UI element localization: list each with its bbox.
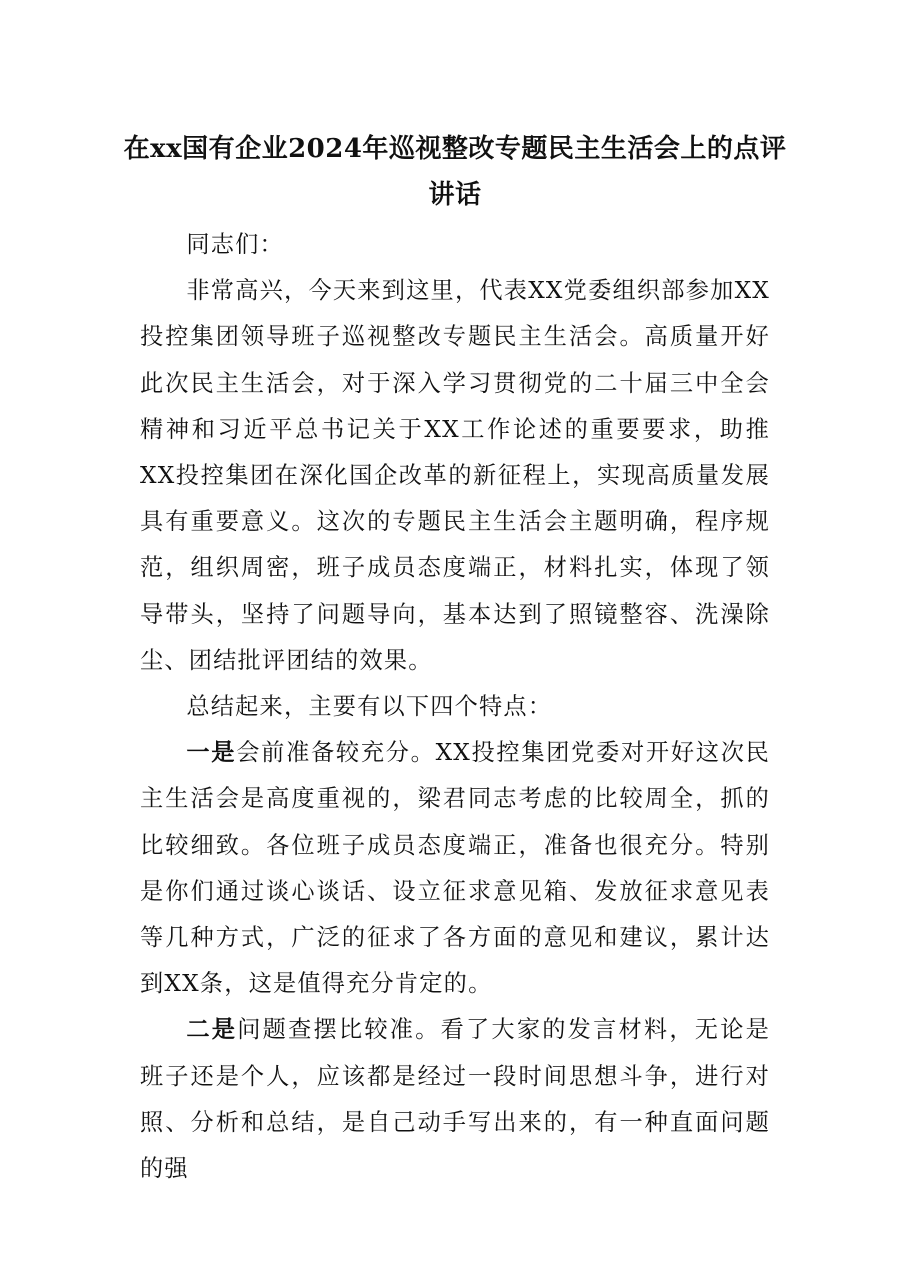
point-two [140,1007,770,1192]
point-one-lead: 一是 [186,739,237,767]
paragraph-intro: 非常高兴，今天来到这里，代表XX党委组织部参加XX投控集团领导班子巡视整改专题民主生活会。高质量开好此次民主生活会，对于深入学习贯彻党的二十届三中全会精神和习近平总书记关于XX工作论述的重要要求，助推XX投控集团在深化国企改革的新征程上，实现高质量发展具有重要意义。这次的专题民主生活会主题明确，程序规范，组织周密，班子成员态度端正，材料扎实，体现了领导带头，坚持了问题导向，基本达到了照镜整容、洗澡除尘、团结批评团结的效果。 [140,277,770,674]
point-one [140,730,770,1007]
point-two-lead: 二是 [186,1016,238,1044]
document-title: 在xx国有企业2024年巡视整改专题民主生活会上的点评讲话 [123,134,787,210]
summary-intro: 总结起来，主要有以下四个特点： [186,693,553,721]
document-body [140,222,770,1192]
point-one-text: 会前准备较充分。XX投控集团党委对开好这次民主生活会是高度重视的，梁君同志考虑的比较周全，抓的比较细致。各位班子成员态度端正，准备也很充分。特别是你们通过谈心谈话、设立征求意见箱、发放征求意见表等几种方式，广泛的征求了各方面的意见和建议，累计达到XX条，这是值得充分肯定的。 [140,739,770,998]
point-two-text: 问题查摆比较准。看了大家的发言材料，无论是班子还是个人，应该都是经过一段时间思想斗争，进行对照、分析和总结，是自己动手写出来的，有一种直面问题的强 [140,1016,770,1183]
salutation: 同志们： [186,231,284,258]
